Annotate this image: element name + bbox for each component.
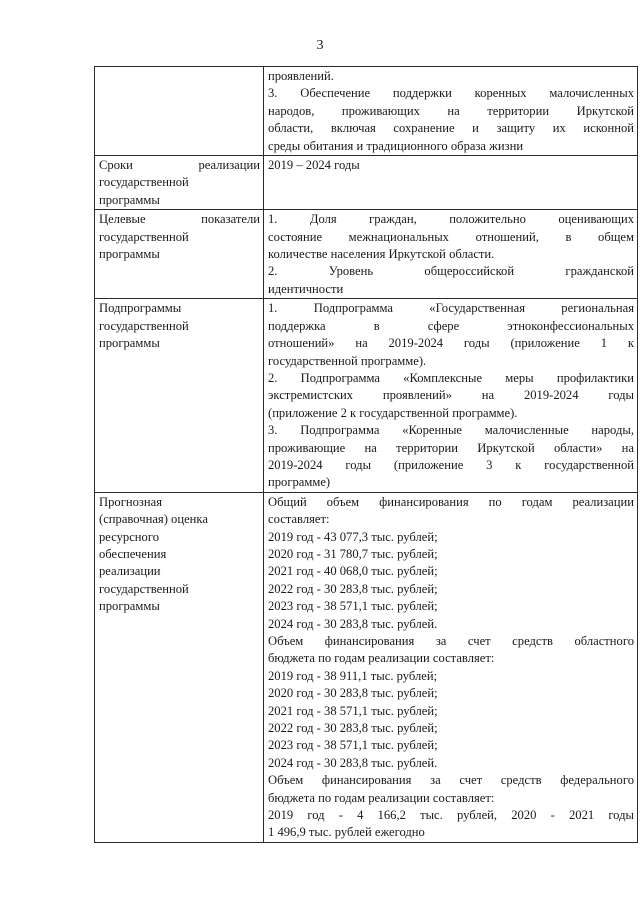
row-label-cell xyxy=(95,67,264,156)
paragraph-line: программе) xyxy=(268,475,331,490)
paragraph-line: Общий объем финансирования по годам реализации xyxy=(268,494,634,509)
row-label-cell xyxy=(95,210,264,299)
table-row xyxy=(95,156,638,210)
row-label-line: государственной xyxy=(99,175,189,190)
paragraph-line: идентичности xyxy=(268,281,344,296)
paragraph-line: 2024 год - 30 283,8 тыс. рублей. xyxy=(268,755,438,770)
paragraph-line: проживающие на территории Иркутской области» на xyxy=(268,440,634,455)
row-label-line: программы xyxy=(99,336,160,351)
paragraph-line: 2021 год - 40 068,0 тыс. рублей; xyxy=(268,564,438,579)
paragraph-line: 3. Подпрограмма «Коренные малочисленные народы, xyxy=(268,423,634,438)
row-label-line: Целевые показатели xyxy=(99,212,260,227)
paragraph-line: среды обитания и традиционного образа жизни xyxy=(268,138,524,153)
table-row xyxy=(95,299,638,492)
paragraph-line: 1 496,9 тыс. рублей ежегодно xyxy=(268,825,425,840)
paragraph-line: 2. Подпрограмма «Комплексные меры профилактики xyxy=(268,370,634,385)
row-label-line: Подпрограммы xyxy=(99,301,182,316)
row-label-line: программы xyxy=(99,247,160,262)
paragraph-line: количестве населения Иркутской области. xyxy=(268,247,495,262)
row-value-cell xyxy=(264,299,638,492)
paragraph-line: Объем финансирования за счет средств федерального xyxy=(268,773,634,788)
paragraph-line: 2020 год - 30 283,8 тыс. рублей; xyxy=(268,686,438,701)
paragraph-line: 3. Обеспечение поддержки коренных малочисленных xyxy=(268,86,634,101)
paragraph-line: отношений» на 2019-2024 годы (приложение 1 к xyxy=(268,336,634,351)
paragraph-line: Объем финансирования за счет средств областного xyxy=(268,634,634,648)
paragraph-line: 2023 год - 38 571,1 тыс. рублей; xyxy=(268,599,438,614)
table-row xyxy=(95,492,638,842)
paragraph-line: 2021 год - 38 571,1 тыс. рублей; xyxy=(268,703,438,718)
paragraph-line: бюджета по годам реализации составляет: xyxy=(268,790,495,805)
paragraph-line: государственной программе). xyxy=(268,353,427,368)
paragraph-line: 2019-2024 годы (приложение 3 к государственной xyxy=(268,457,634,472)
row-value-cell xyxy=(264,67,638,156)
paragraph-line: 2. Уровень общероссийской гражданской xyxy=(268,264,634,279)
row-value-cell xyxy=(264,210,638,299)
row-label-line: государственной xyxy=(99,318,189,333)
row-label-line: (справочная) оценка xyxy=(99,512,208,527)
paragraph-line: составляет: xyxy=(268,512,330,527)
paragraph-line: области, включая сохранение и защиту их исконной xyxy=(268,121,634,136)
row-label-line: ресурсного xyxy=(99,529,159,544)
paragraph-line: 2022 год - 30 283,8 тыс. рублей; xyxy=(268,721,438,736)
paragraph-line: состояние межнациональных отношений, в общем xyxy=(268,229,634,244)
paragraph-line: поддержка в сфере этноконфессиональных xyxy=(268,318,634,333)
table-body xyxy=(95,67,638,843)
paragraph-line: 1. Подпрограмма «Государственная региональная xyxy=(268,301,634,316)
paragraph-line: 2019 год - 38 911,1 тыс. рублей; xyxy=(268,668,438,683)
paragraph-line: 2019 – 2024 годы xyxy=(268,158,360,173)
row-label-line: программы xyxy=(99,192,160,207)
table-row xyxy=(95,67,638,156)
row-label-cell xyxy=(95,299,264,492)
paragraph-line: 2024 год - 30 283,8 тыс. рублей. xyxy=(268,616,438,631)
row-value-cell xyxy=(264,156,638,210)
row-label-line: государственной xyxy=(99,581,189,596)
row-label-line: Прогнозная xyxy=(99,494,162,509)
row-label-line: обеспечения xyxy=(99,546,167,561)
paragraph-line: 2019 год - 4 166,2 тыс. рублей, 2020 - 2021 годы xyxy=(268,808,634,823)
row-value-cell xyxy=(264,492,638,842)
row-label-line: программы xyxy=(99,599,160,614)
paragraph-line: экстремистских проявлений» на 2019-2024 годы xyxy=(268,388,634,403)
table-row xyxy=(95,210,638,299)
row-label-cell xyxy=(95,156,264,210)
paragraph-line: проявлений. xyxy=(268,69,334,83)
paragraph-line: 2020 год - 31 780,7 тыс. рублей; xyxy=(268,546,438,561)
paragraph-line: народов, проживающих на территории Иркутской xyxy=(268,103,634,118)
page-number: 3 xyxy=(316,38,324,53)
paragraph-line: бюджета по годам реализации составляет: xyxy=(268,651,495,666)
row-label-line: реализации xyxy=(99,564,161,579)
paragraph-line: 2022 год - 30 283,8 тыс. рублей; xyxy=(268,581,438,596)
paragraph-line: 1. Доля граждан, положительно оценивающих xyxy=(268,212,634,227)
row-label-line: Сроки реализации xyxy=(99,158,260,173)
program-passport-table xyxy=(94,66,638,843)
paragraph-line: (приложение 2 к государственной программе). xyxy=(268,405,518,420)
paragraph-line: 2023 год - 38 571,1 тыс. рублей; xyxy=(268,738,438,753)
row-label-cell xyxy=(95,492,264,842)
row-label-line: государственной xyxy=(99,229,189,244)
paragraph-line: 2019 год - 43 077,3 тыс. рублей; xyxy=(268,529,438,544)
